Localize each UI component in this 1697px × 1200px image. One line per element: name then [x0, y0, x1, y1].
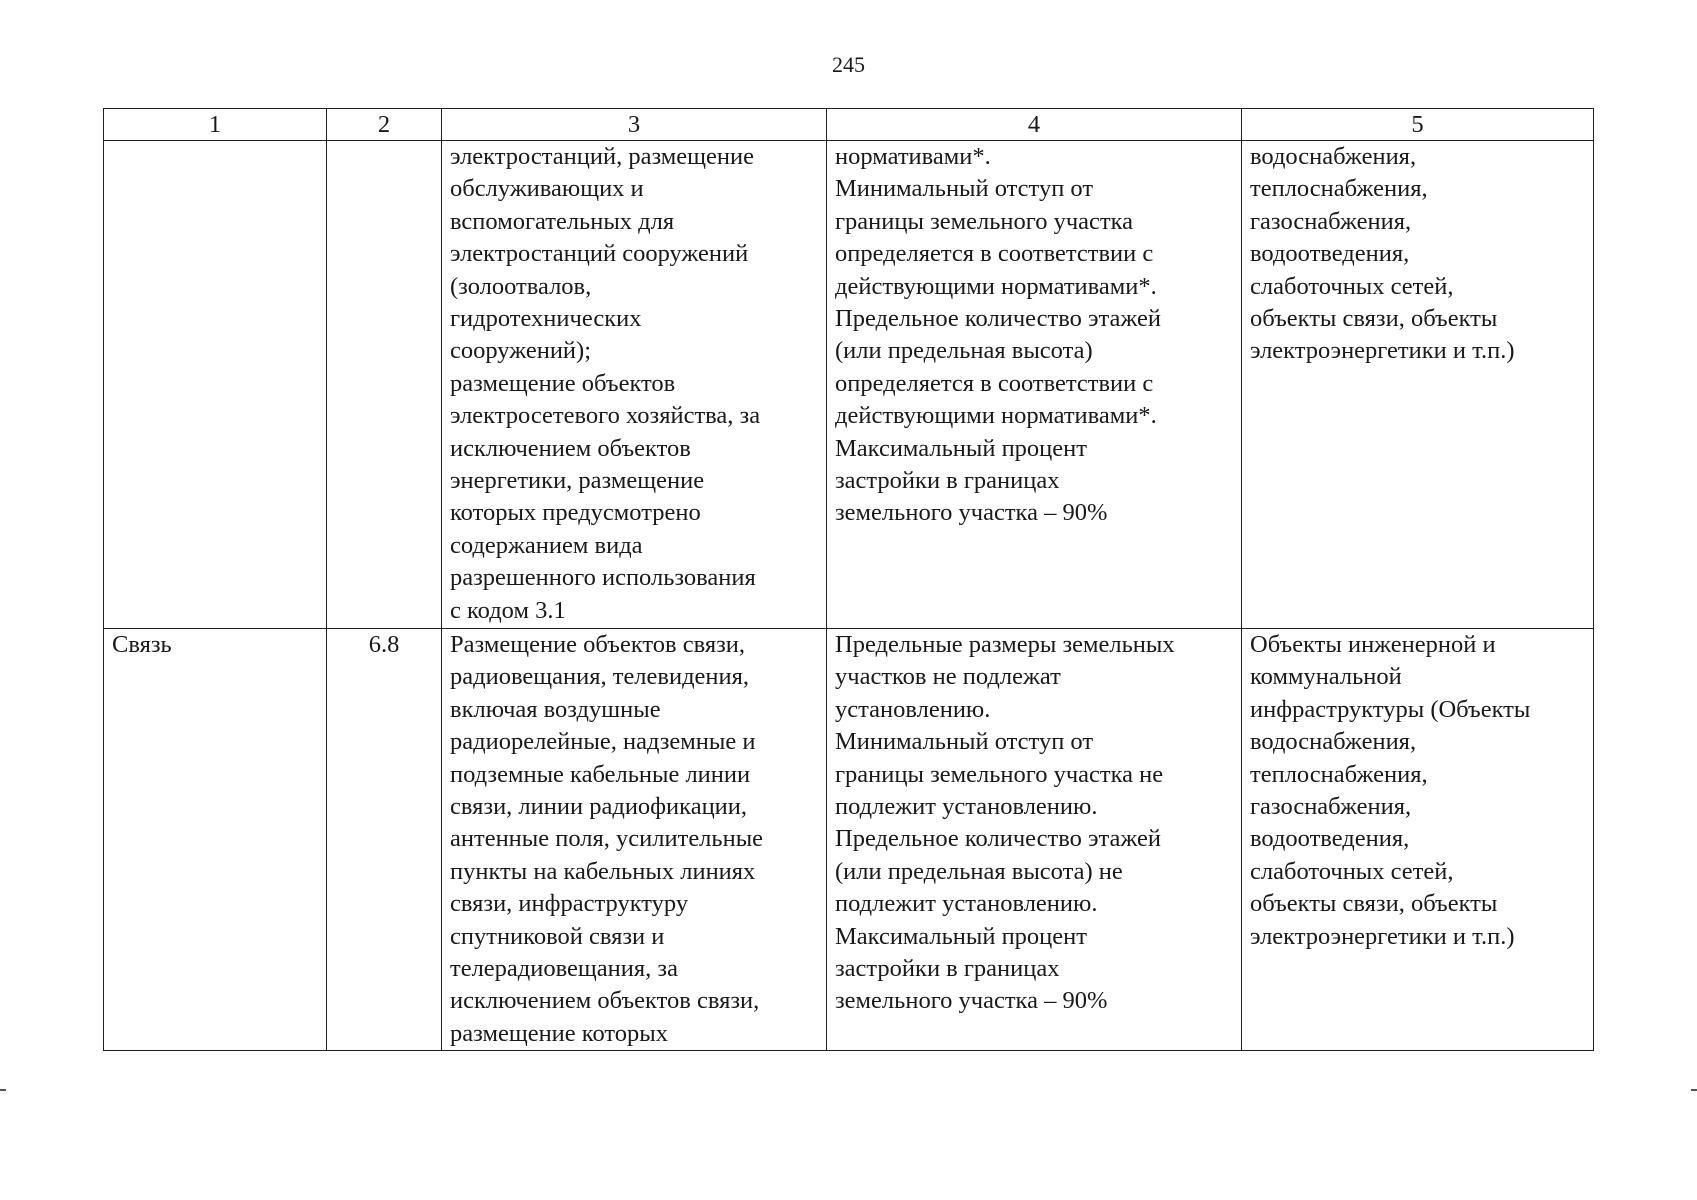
auxiliary-line: электроэнергетики и т.п.)	[1250, 337, 1515, 365]
parameters-line: земельного участка – 90%	[835, 987, 1108, 1015]
auxiliary-line: теплоснабжения,	[1250, 760, 1428, 788]
parameters-line: действующими нормативами*.	[835, 402, 1157, 430]
description-line: электростанций сооружений	[450, 240, 749, 268]
column-header-3: 3	[442, 109, 827, 141]
description-line: разрешенного использования	[450, 564, 756, 592]
description-line: пункты на кабельных линиях	[450, 857, 756, 885]
description-line: антенные поля, усилительные	[450, 825, 764, 853]
parameters-line: границы земельного участка	[835, 207, 1134, 235]
use-code-cell: 6.8	[327, 629, 442, 1051]
auxiliary-line: слаботочных сетей,	[1250, 272, 1454, 300]
parameters-line: подлежит установлению.	[835, 793, 1098, 821]
auxiliary-line: инфраструктуры (Объекты	[1250, 695, 1531, 723]
parameters-line: Минимальный отступ от	[835, 175, 1094, 203]
description-line: электростанций, размещение	[450, 143, 754, 170]
scan-edge-mark	[1691, 1089, 1697, 1091]
auxiliary-uses-cell	[1242, 629, 1594, 1051]
description-line: связи, инфраструктуру	[450, 890, 689, 918]
description-line: радиорелейные, надземные и	[450, 728, 756, 756]
auxiliary-line: водоотведения,	[1250, 825, 1410, 853]
auxiliary-line: водоснабжения,	[1250, 728, 1417, 756]
description-line: размещение которых	[450, 1019, 668, 1047]
parameters-line: Максимальный процент	[835, 922, 1087, 950]
page-number: 245	[832, 52, 865, 77]
description-line: электросетевого хозяйства, за	[450, 402, 761, 430]
scan-edge-mark	[0, 1089, 6, 1091]
auxiliary-line: электроэнергетики и т.п.)	[1250, 922, 1515, 950]
parameters-line: нормативами*.	[835, 143, 991, 170]
description-line: с кодом 3.1	[450, 596, 566, 624]
auxiliary-line: водоснабжения,	[1250, 143, 1417, 170]
parameters-line: установлению.	[835, 695, 991, 723]
description-line: вспомогательных для	[450, 207, 675, 235]
description-line: гидротехнических	[450, 305, 642, 333]
description-line: содержанием вида	[450, 531, 643, 559]
description-line: включая воздушные	[450, 695, 661, 723]
use-code-cell	[327, 141, 442, 629]
column-header-1: 1	[104, 109, 327, 141]
description-line: исключением объектов связи,	[450, 987, 760, 1015]
auxiliary-line: слаботочных сетей,	[1250, 857, 1454, 885]
parameters-line: Максимальный процент	[835, 434, 1087, 462]
parameters-cell	[827, 629, 1242, 1051]
parameters-line: определяется в соответствии с	[835, 240, 1154, 268]
parameters-line: (или предельная высота) не	[835, 857, 1123, 885]
auxiliary-line: газоснабжения,	[1250, 793, 1412, 821]
description-line: радиовещания, телевидения,	[450, 663, 750, 691]
auxiliary-line: коммунальной	[1250, 663, 1402, 691]
zoning-table	[103, 108, 1594, 1051]
parameters-line: Предельные размеры земельных	[835, 631, 1175, 658]
auxiliary-line: газоснабжения,	[1250, 207, 1412, 235]
parameters-line: Предельное количество этажей	[835, 305, 1161, 333]
table-row	[104, 629, 1594, 1051]
auxiliary-line: водоотведения,	[1250, 240, 1410, 268]
use-name-cell	[104, 141, 327, 629]
use-name-cell: Связь	[104, 629, 327, 1051]
table-row	[104, 141, 1594, 629]
description-line: энергетики, размещение	[450, 467, 705, 495]
parameters-line: подлежит установлению.	[835, 890, 1098, 918]
parameters-line: действующими нормативами*.	[835, 272, 1157, 300]
auxiliary-line: объекты связи, объекты	[1250, 890, 1498, 918]
description-line: которых предусмотрено	[450, 499, 701, 527]
description-line: спутниковой связи и	[450, 922, 665, 950]
auxiliary-uses-cell	[1242, 141, 1594, 629]
parameters-line: Минимальный отступ от	[835, 728, 1094, 756]
auxiliary-line: Объекты инженерной и	[1250, 631, 1496, 658]
parameters-cell	[827, 141, 1242, 629]
parameters-line: (или предельная высота)	[835, 337, 1093, 365]
description-line: исключением объектов	[450, 434, 691, 462]
parameters-line: застройки в границах	[835, 467, 1060, 495]
auxiliary-line: теплоснабжения,	[1250, 175, 1428, 203]
parameters-line: земельного участка – 90%	[835, 499, 1108, 527]
use-description-cell	[442, 629, 827, 1051]
column-header-4: 4	[827, 109, 1242, 141]
description-line: Размещение объектов связи,	[450, 631, 746, 658]
parameters-line: Предельное количество этажей	[835, 825, 1161, 853]
use-description-cell	[442, 141, 827, 629]
description-line: сооружений);	[450, 337, 592, 365]
parameters-line: участков не подлежат	[835, 663, 1061, 691]
description-line: размещение объектов	[450, 369, 676, 397]
column-header-5: 5	[1242, 109, 1594, 141]
description-line: телерадиовещания, за	[450, 955, 678, 983]
description-line: обслуживающих и	[450, 175, 644, 203]
column-header-2: 2	[327, 109, 442, 141]
auxiliary-line: объекты связи, объекты	[1250, 305, 1498, 333]
description-line: (золоотвалов,	[450, 272, 592, 300]
parameters-line: определяется в соответствии с	[835, 369, 1154, 397]
parameters-line: застройки в границах	[835, 955, 1060, 983]
description-line: подземные кабельные линии	[450, 760, 751, 788]
header-row	[104, 109, 1594, 141]
description-line: связи, линии радиофикации,	[450, 793, 748, 821]
parameters-line: границы земельного участка не	[835, 760, 1164, 788]
